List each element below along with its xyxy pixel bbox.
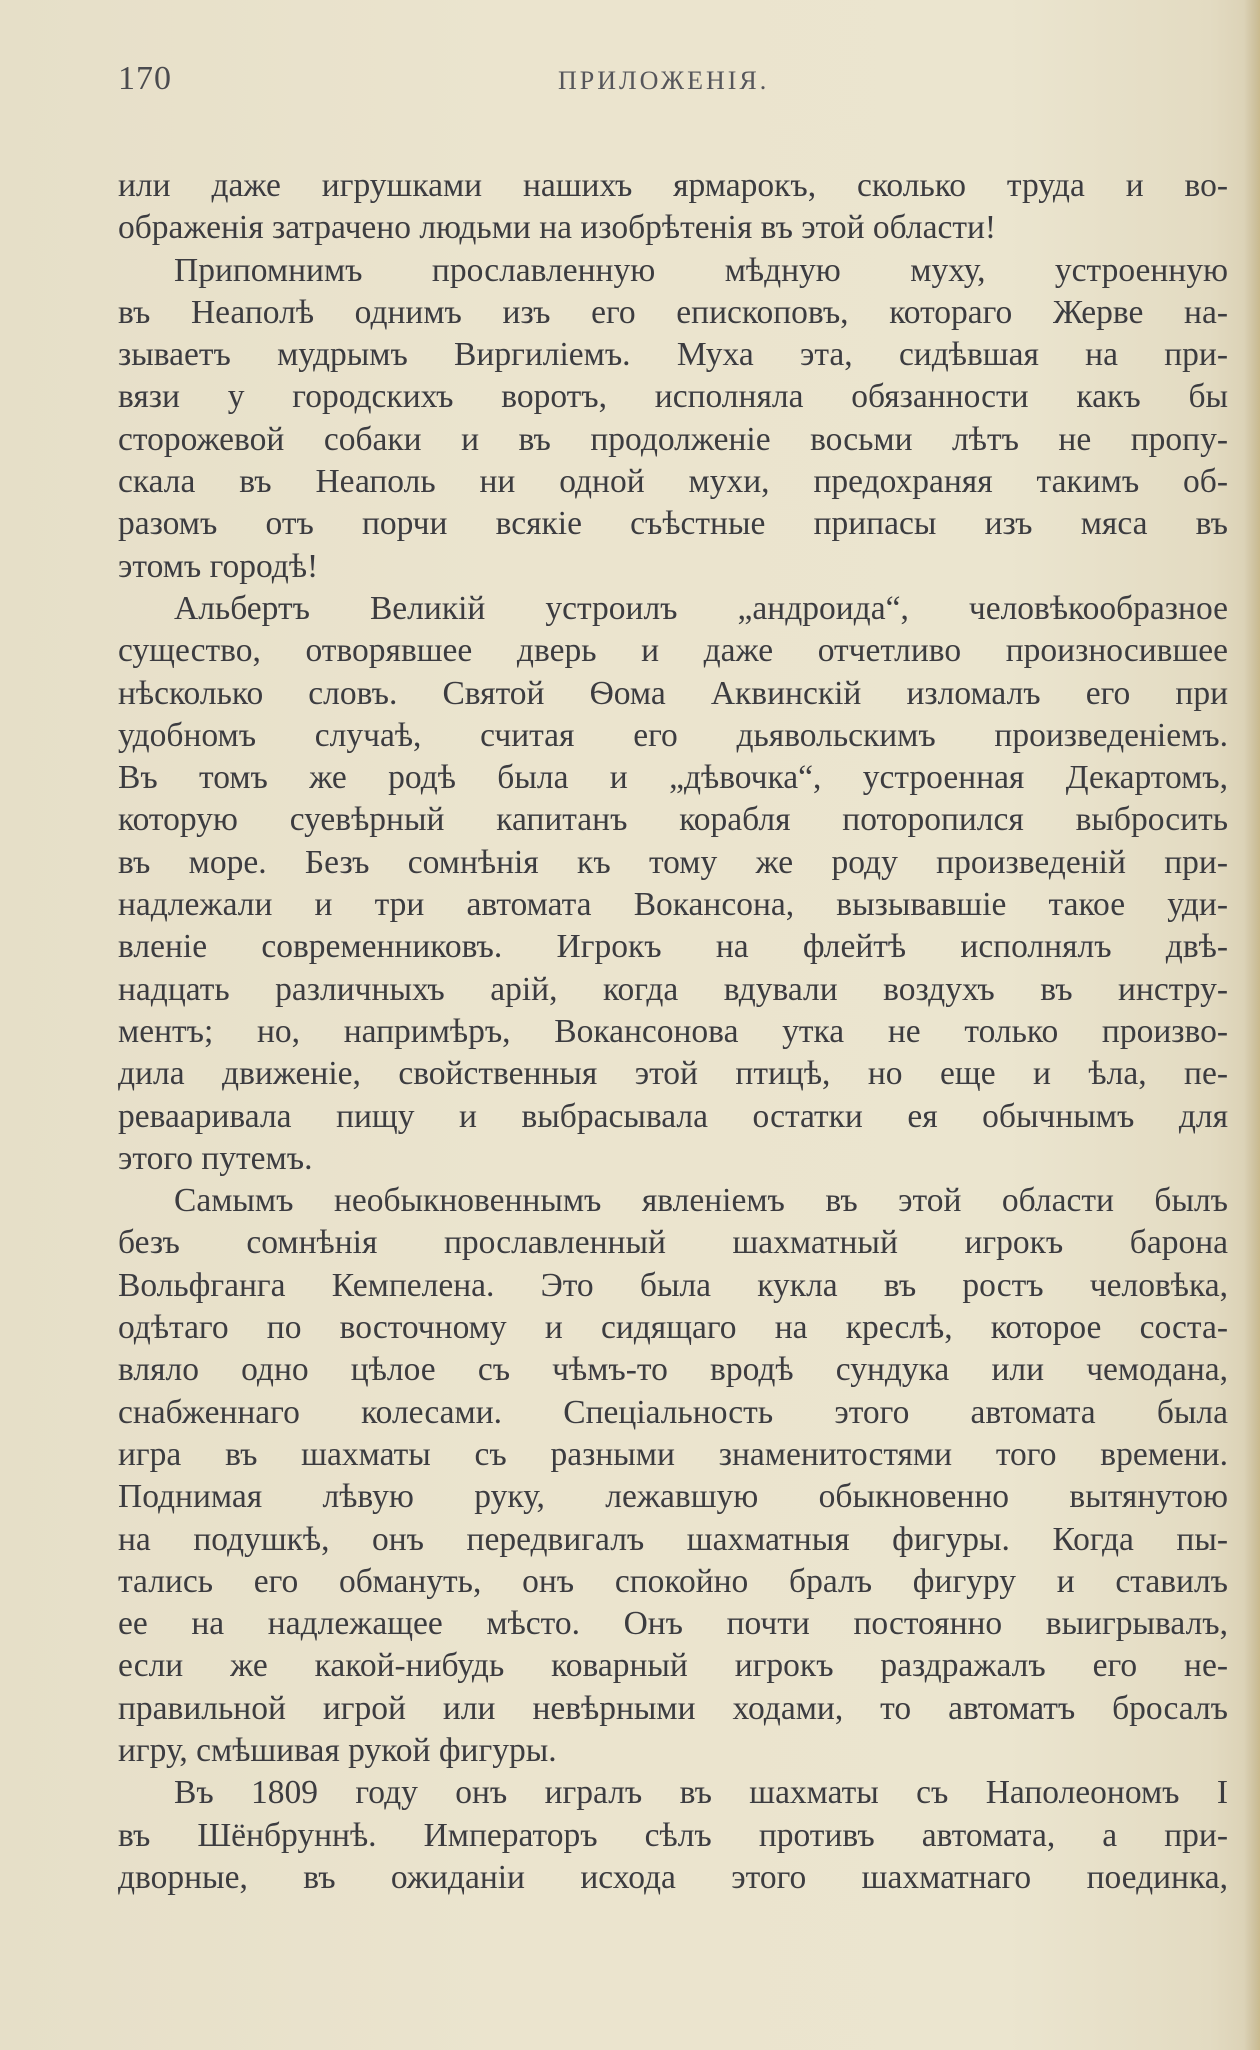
text-line: вленіе современниковъ. Игрокъ на флейтѣ исполнялъ двѣ- (118, 928, 1228, 966)
text-line: игра въ шахматы съ разными знаменитостями того времени. (118, 1435, 1228, 1473)
text-line: этого путемъ. (118, 1139, 313, 1177)
page-edge-shadow (1244, 0, 1260, 2050)
text-line: зываетъ мудрымъ Виргиліемъ. Муха эта, сидѣвшая на при- (118, 336, 1228, 374)
text-line: ее на надлежащее мѣсто. Онъ почти постоянно выигрывалъ, (118, 1605, 1228, 1643)
text-line: разомъ отъ порчи всякіе съѣстные припасы изъ мяса въ (118, 505, 1228, 543)
text-line: нѣсколько словъ. Святой Ѳома Аквинскій изломалъ его при (118, 674, 1228, 712)
body-text (118, 165, 1228, 1899)
text-line: или даже игрушками нашихъ ярмарокъ, сколько труда и во- (118, 167, 1228, 204)
text-line: скала въ Неаполь ни одной мухи, предохраняя такимъ об- (118, 463, 1228, 501)
text-line: ревааривала пищу и выбрасывала остатки ея обычнымъ для (118, 1097, 1228, 1135)
text-line: надлежали и три автомата Вокансона, вызывавшіе такое уди- (118, 886, 1228, 924)
text-line: на подушкѣ, онъ передвигалъ шахматныя фигуры. Когда пы- (118, 1520, 1228, 1558)
text-line: ображенія затрачено людьми на изобрѣтенія въ этой области! (118, 209, 997, 247)
paragraph-start-line: Альбертъ Великій устроилъ „андроида“, человѣкообразное (174, 589, 1228, 627)
page-header (118, 60, 1128, 100)
text-line: безъ сомнѣнія прославленный шахматный игрокъ барона (118, 1224, 1228, 1262)
text-line: дила движеніе, свойственныя этой птицѣ, но еще и ѣла, пе- (118, 1055, 1228, 1093)
page-number: 170 (118, 60, 172, 97)
paragraph-start-line: Самымъ необыкновеннымъ явленіемъ въ этой области былъ (174, 1182, 1228, 1220)
text-line: удобномъ случаѣ, считая его дьявольскимъ произведеніемъ. (118, 716, 1228, 754)
text-line: сторожевой собаки и въ продолженіе восьми лѣтъ не пропу- (118, 420, 1228, 458)
text-line: въ море. Безъ сомнѣнія къ тому же роду произведеній при- (118, 843, 1228, 881)
text-line: Поднимая лѣвую руку, лежавшую обыкновенно вытянутою (118, 1478, 1228, 1516)
text-line: игру, смѣшивая рукой фигуры. (118, 1731, 557, 1769)
text-line: вязи у городскихъ воротъ, исполняла обязанности какъ бы (118, 378, 1228, 416)
text-line: вляло одно цѣлое съ чѣмъ-то вродѣ сундука или чемодана, (118, 1351, 1228, 1389)
text-line: если же какой-нибудь коварный игрокъ раздражалъ его не- (118, 1647, 1228, 1685)
text-line: снабженнаго колесами. Спеціальность этого автомата была (118, 1393, 1228, 1431)
text-line: Въ томъ же родѣ была и „дѣвочка“, устроенная Декартомъ, (118, 759, 1228, 797)
text-line: Вольфганга Кемпелена. Это была кукла въ ростъ человѣка, (118, 1266, 1228, 1304)
text-line: этомъ городѣ! (118, 547, 319, 585)
text-line: въ Неаполѣ однимъ изъ его епископовъ, котораго Жерве на- (118, 293, 1228, 331)
text-line: тались его обмануть, онъ спокойно бралъ фигуру и ставилъ (118, 1562, 1228, 1600)
text-line: одѣтаго по восточному и сидящаго на креслѣ, которое соста- (118, 1309, 1228, 1347)
text-line: въ Шёнбруннѣ. Императоръ сѣлъ противъ автомата, а при- (118, 1816, 1228, 1854)
text-line: которую суевѣрный капитанъ корабля поторопился выбросить (118, 801, 1228, 839)
text-line: ментъ; но, напримѣръ, Вокансонова утка не только произво- (118, 1012, 1228, 1050)
text-line: правильной игрой или невѣрными ходами, то автоматъ бросалъ (118, 1689, 1228, 1727)
running-title: ПРИЛОЖЕНІЯ. (558, 66, 770, 95)
paragraph-start-line: Въ 1809 году онъ игралъ въ шахматы съ Наполеономъ I (174, 1774, 1228, 1812)
text-line: надцать различныхъ арій, когда вдували воздухъ въ инстру- (118, 970, 1228, 1008)
text-line: существо, отворявшее дверь и даже отчетливо произносившее (118, 632, 1228, 670)
paragraph-start-line: Припомнимъ прославленную мѣдную муху, устроенную (174, 251, 1228, 289)
text-line: дворные, въ ожиданіи исхода этого шахматнаго поединка, (118, 1858, 1228, 1896)
